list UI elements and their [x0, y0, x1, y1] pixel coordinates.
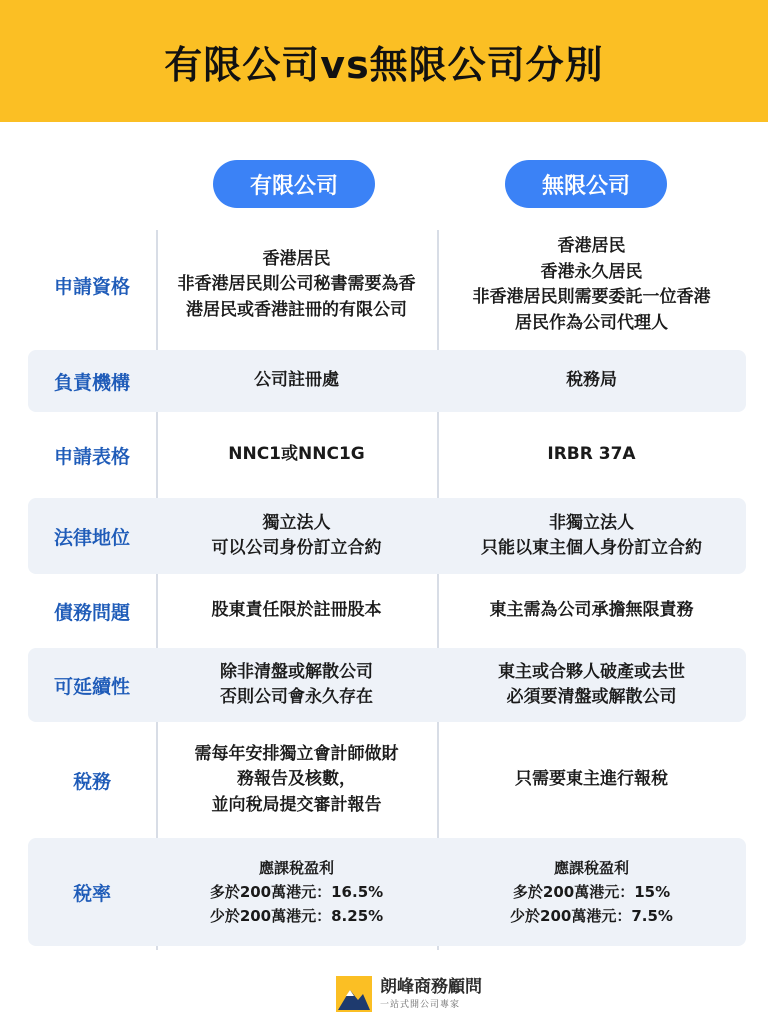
table-row — [28, 648, 746, 722]
unlimited-cell — [437, 598, 746, 624]
cell-line: 需每年安排獨立會計師做財 — [194, 743, 399, 764]
unlimited-cell — [437, 368, 746, 394]
cell-line: 少於200萬港元：8.25% — [209, 907, 384, 925]
cell-line: 東主需為公司承擔無限責務 — [489, 600, 694, 621]
cell-line: 獨立法人 — [262, 512, 331, 533]
row-label: 可延續性 — [53, 675, 130, 698]
cell-line: 公司註冊處 — [254, 370, 339, 391]
unlimited-cell — [437, 767, 746, 793]
brand-text — [380, 978, 482, 1010]
unlimited-cell — [437, 511, 746, 562]
cell-line: 必須要清盤或解散公司 — [506, 687, 677, 707]
cell-line: 稅務局 — [566, 370, 617, 391]
cell-line: 除非清盤或解散公司 — [220, 661, 373, 682]
unlimited-cell — [437, 660, 746, 711]
limited-cell — [156, 660, 437, 711]
row-label: 稅率 — [72, 882, 111, 905]
limited-cell — [156, 742, 437, 819]
mountain-logo-icon — [336, 976, 372, 1012]
cell-line: 非香港居民則公司秘書需要為香 — [177, 274, 416, 295]
limited-cell — [156, 511, 437, 562]
cell-line: 應課稅盈利 — [258, 859, 334, 877]
brand-tagline: 一站式開公司專家 — [380, 999, 461, 1010]
cell-line: 可以公司身份訂立合約 — [211, 538, 382, 558]
cell-line: 多於200萬港元：15% — [512, 883, 671, 901]
brand-name: 朗峰商務顧問 — [380, 977, 482, 998]
cell-line: 香港永久居民 — [540, 261, 643, 282]
table-row — [28, 730, 746, 830]
cell-line: IRBR 37A — [547, 444, 636, 465]
cell-line: 應課稅盈利 — [553, 859, 629, 877]
row-label: 債務問題 — [53, 601, 130, 624]
cell-line: 港居民或香港註冊的有限公司 — [186, 299, 407, 320]
table-row — [28, 350, 746, 412]
header-banner — [0, 0, 768, 122]
cell-line: 多於200萬港元：16.5% — [209, 883, 384, 901]
cell-line: 非獨立法人 — [549, 512, 634, 533]
footer-brand — [336, 974, 482, 1014]
cell-line: 只能以東主個人身份訂立合約 — [481, 538, 702, 558]
cell-line: 東主或合夥人破產或去世 — [498, 661, 685, 682]
limited-cell — [156, 442, 437, 468]
cell-line: 居民作為公司代理人 — [515, 312, 668, 333]
table-row — [28, 498, 746, 574]
table-row — [28, 838, 746, 946]
unlimited-cell — [437, 234, 746, 336]
cell-line: 並向稅局提交審計報告 — [211, 794, 382, 815]
table-row — [28, 232, 746, 338]
cell-line: 務報告及核數， — [237, 769, 356, 790]
limited-cell — [156, 856, 437, 928]
cell-line: 非香港居民則需要委託一位香港 — [472, 287, 711, 307]
cell-line: 少於200萬港元：7.5% — [510, 907, 673, 925]
page-title: 有限公司vs無限公司分別 — [164, 42, 604, 87]
table-row — [28, 582, 746, 640]
row-label: 申請表格 — [53, 445, 130, 468]
cell-line: 否則公司會永久存在 — [220, 687, 373, 707]
cell-line: 香港居民 — [262, 248, 331, 269]
table-row — [28, 424, 746, 486]
cell-line: 只需要東主進行報稅 — [515, 769, 668, 790]
row-label: 申請資格 — [53, 275, 130, 298]
row-label: 法律地位 — [53, 526, 130, 549]
limited-cell — [156, 598, 437, 624]
unlimited-cell — [437, 442, 746, 468]
cell-line: 香港居民 — [557, 236, 626, 256]
limited-cell — [156, 247, 437, 324]
unlimited-cell — [437, 856, 746, 928]
cell-line: NNC1或NNC1G — [228, 444, 365, 465]
limited-cell — [156, 368, 437, 394]
row-label: 負責機構 — [53, 371, 130, 394]
cell-line: 股東責任限於註冊股本 — [211, 600, 382, 621]
column-header-unlimited: 無限公司 — [505, 160, 667, 208]
column-header-limited: 有限公司 — [213, 160, 375, 208]
row-label: 稅務 — [72, 770, 111, 793]
